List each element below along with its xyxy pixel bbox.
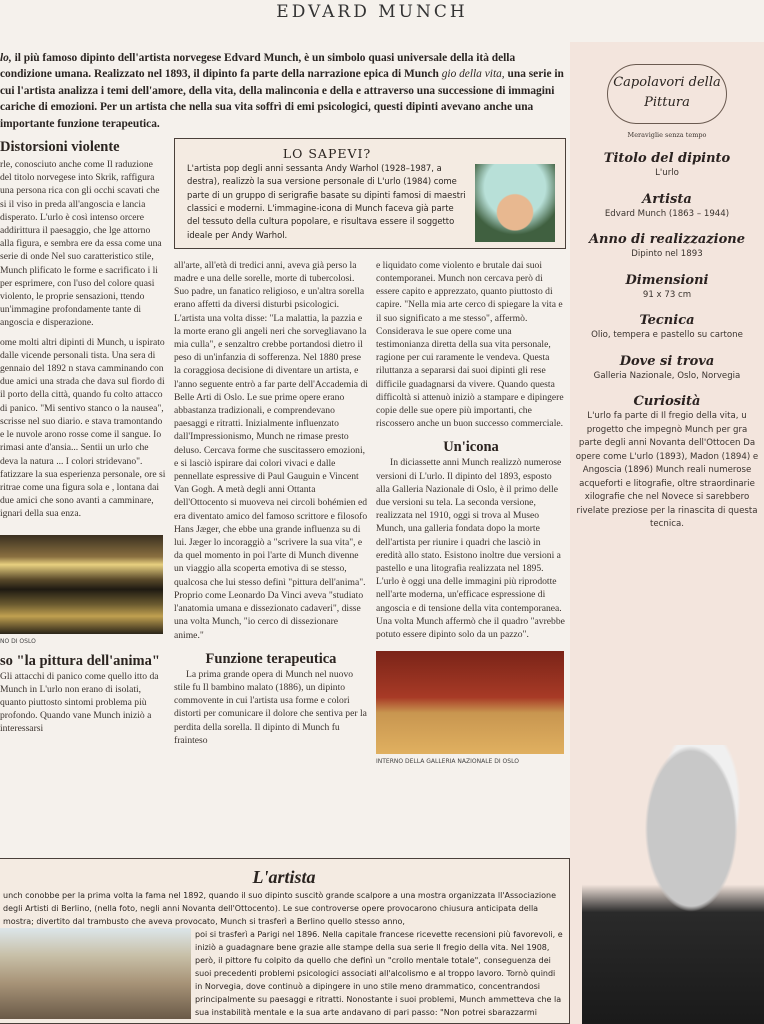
lo-sapevi-text: L'artista pop degli anni sessanta Andy Warhol (1928–1987, a destra), realizzò la sua versione personale di L'urlo (1984) come parte di un gruppo di serigrafie basate su dipinti famosi di maestri classici e moderni. L'immagine-icona di Munch faceva già parte del tessuto della cultura popolare, e risultava essere il soggetto ideale per Andy Warhol. xyxy=(187,163,466,240)
page-header-title: EDVARD MUNCH xyxy=(276,2,468,22)
distorsioni-p2: ome molti altri dipinti di Munch, u ispirato dalle vicende personali tista. Una sera di gennaio del 1892 n stava camminando con due amici una strada che dava sul fiordo di il porto della città, quando fu colto attacco di panico. "Mi sentivo stanco o la nausea", scrisse nel suo diario. e stava tramontando e le nuvole arono rosse come il sangue. Io rimasi ante d'ansia... Sentii un urlo che deva la natura ... I colori stridevano". fatizzare la sua esperienza personale, ore si ritrae come una figura sola e , lontana dai due amici che sono avanti a camminare, ignari della sua enza. xyxy=(0,336,166,520)
heading-pittura-anima: so "la pittura dell'anima" xyxy=(0,652,160,669)
artista-box xyxy=(0,858,570,1024)
lo-sapevi-content xyxy=(187,145,467,242)
heading-funzione: Funzione terapeutica xyxy=(205,650,337,667)
value-titolo: L'urlo xyxy=(655,168,679,178)
artista-lower xyxy=(0,928,569,1019)
intro-italic-2: gio della vita, xyxy=(441,68,505,81)
column-2-text: all'arte, all'età di tredici anni, aveva già perso la madre e una delle sorelle, morte di tubercolosi. Suo padre, un fanatico religioso, e un'altra sorella erano affetti da diversi disturbi psicologici. L'artista una volta disse: "La malattia, la pazzia e la morte erano gli angeli neri che sorvegliavano la mia culla", e senzaltro crebbe portandosi dietro il peso di un'infanzia di sofferenza. Nel 1880 prese la coraggiosa decisione di diventare un artista, e l'anno seguente entrò a far parte dell'Accademia di Belle Arti di Oslo. Le sue prime opere erano abbastanza tradizionali, e comprendevano paesaggi e ritratti. Inizialmente influenzato dall'Impressionismo, Munch ne rimase presto deluso. Cercava forme che suscitassero emozioni, e si lasciò ispirare dai colori vivaci e dalle pennellate espressive di Paul Gauguin e Vincent Van Gogh. A metà degli anni Ottanta dell'Ottocento si muoveva nei circoli bohémien ed era diventato amico del famoso scrittore e filosofo Hans Jæger, che ebbe una grande influenza su di lui. Jæger lo incoraggiò a "scrivere la sua vita", e da quel momento in poi l'arte di Munch divenne un viaggio alla scoperta emotiva di se stesso, qualcosa che lui stesso definì "pittura dell'anima". Proprio come Leonardo Da Vinci aveva "studiato l'anatomia umana e dissezionato cadaveri", disse una volta Munch, "io cerco di dissezionare anime." xyxy=(174,259,368,641)
value-artista: Edvard Munch (1863 – 1944) xyxy=(604,208,730,219)
lo-sapevi-heading: LO SAPEVI? xyxy=(282,146,372,162)
unicona-text: In diciassette anni Munch realizzò numerose versioni di L'urlo. Il dipinto del 1893, esposto alla Galleria Nazionale di Oslo, è il primo delle due versioni su tela. La seconda versione, realizzata nel 1910, oggi si trova al Museo Munch, una galleria fondata dopo la morte dell'artista per riunire i quadri che lasciò in eredità allo stato. Esistono inoltre due versioni a pastello e una litografia realizzata nel 1895. L'urlo è oggi una delle immagini più riprodotte nell'arte moderna, un'efficace espressione di angoscia e di tensione della vita contemporanea. Una volta Munch affermò che il quadro "avrebbe potuto essere dipinto solo da un pazzo". xyxy=(376,457,565,641)
column-2 xyxy=(174,259,368,766)
article-columns xyxy=(0,138,570,766)
intro-text: il più famoso dipinto dell'artista norvegese Edvard Munch, è un simbolo quasi universale della ità della condizione umana. Realizzato nel 1893, il dipinto fa parte della narrazione epica di Munch xyxy=(0,52,516,81)
artista-heading: L'artista xyxy=(252,867,316,887)
oslo-photo-caption: NO DI OSLO xyxy=(0,637,36,645)
value-dimensioni: 91 x 73 cm xyxy=(642,289,692,300)
column-3-text: e liquidato come violento e brutale dai suoi contemporanei. Munch non cercava però di essere capito e apprezzato, quanto piuttosto di capire. "Nella mia arte cerco di spiegare la vita e il suo significato a me stesso", affermò. Considerava le sue opere come una testimonianza diretta della sua vita personale, ragione per cui raramente le vendeva. Questa riluttanza a separarsi dai suoi dipinti gli rese difficile guadagnarsi da vivere. Quando questa difficoltà si attenuò iniziò a stampare e dipingere copie delle sue opere più importanti, che riscossero anche un buon successo commerciale. xyxy=(376,259,564,430)
main-content xyxy=(0,50,570,1024)
intro-italic: lo, xyxy=(0,52,12,64)
right-area xyxy=(174,138,566,766)
label-dimensioni: Dimensioni xyxy=(625,272,709,288)
capolavori-logo: Capolavori della Pittura xyxy=(607,64,727,124)
intro-paragraph xyxy=(0,50,565,132)
intro-text-2: una serie in cui l'artista analizza i temi dell'amore, della vita, della malinconia e della e attraverso una successione di immagini cariche di emozioni. Per un artista che nella sua vita soffrì di emi psicologici, questi dipinti avevano anche una importante funzione terapeutica. xyxy=(0,68,564,130)
label-titolo: Titolo del dipinto xyxy=(603,151,731,166)
heading-distorsioni: Distorsioni violente xyxy=(0,139,120,156)
inner-columns xyxy=(174,259,566,766)
label-dove: Dove si trova xyxy=(619,353,715,369)
label-tecnica: Tecnica xyxy=(639,313,695,328)
column-3 xyxy=(376,259,566,766)
value-curiosita: L'urlo fa parte di Il fregio della vita, u progetto che impegnò Munch per gra parte degli anni Novanta dell'Ottocen Da opere come L'urlo (1893), Madon (1894) e Angoscia (1896) Munch reali numerose acqueforti e litografie, oltre straordinarie xilografie che nel Novece si sarebbero rivelate preziose per la rinascita di questa tecnica. xyxy=(575,411,759,529)
artista-text-top: unch conobbe per la prima volta la fama nel 1892, quando il suo dipinto suscitò grande scalpore a una mostra organizzata ll'Associazione degli Artisti di Berlino, (nella foto, negli anni Novanta dell'Ottocento). Le sue controverse opere provocarono chiusura anticipata della mostra; divertito dal trambusto che aveva provocato, Munch si trasferì a Berlino quello stesso anno, xyxy=(3,891,557,926)
value-anno: Dipinto nel 1893 xyxy=(631,249,703,259)
gallery-caption: INTERNO DELLA GALLERIA NAZIONALE DI OSLO xyxy=(376,758,519,766)
tagline: Meraviglie senza tempo xyxy=(627,131,707,139)
label-anno: Anno di realizzazione xyxy=(588,232,746,247)
oslo-sunset-photo xyxy=(0,535,163,634)
heading-unicona: Un'icona xyxy=(443,439,499,456)
value-tecnica: Olio, tempera e pastello su cartone xyxy=(591,330,743,340)
left-column xyxy=(0,138,166,766)
andy-warhol-photo xyxy=(475,164,555,242)
gallery-interior-photo xyxy=(376,651,564,754)
artista-text-rest: poi si trasferì a Parigi nel 1896. Nella capitale francese ricevette recensioni più favorevoli, e iniziò a guadagnare bene grazie alle stampe della sua serie Il fregio della vita. Nel 1908, però, il pittore fu colpito da quello che definì un "crollo mentale totale", conseguenza dei suoi precedenti problemi psicologici associati all'alcolismo e al troppo lavoro. Tornò quindi in Norvegia, dove continuò a dipingere in uno stile meno drammatico, concentrandosi principalmente su paesaggi e ritratti. Nonostante i suoi problemi, Munch ammetteva che la sua instabilità mentale e la sua arte andavano di pari passo: "Non potrei sbarazzarmi xyxy=(195,930,563,1017)
berlin-exhibition-photo xyxy=(0,928,191,1019)
pittura-anima-text: Gli attacchi di panico come quello itto da Munch in L'urlo non erano di isolati, quanto piuttosto sintomi problema più profondo. Quando vane Munch iniziò a interessarsi xyxy=(0,670,159,735)
lo-sapevi-box xyxy=(174,138,566,249)
distorsioni-p1: rle, conosciuto anche come Il raduzione del titolo norvegese into Skrik, raffigura una persona rica con gli occhi scavati che si il viso in preda all'angoscia e lancia disperato. L'urlo è così intenso orcere addirittura il paesaggio, che lge attorno alla figura, e sembra ere da essa come una serie di onde Nel suo caratteristico stile, Munch plificato le forme e sacrificato i li per esprimere, con l'uso del colore quasi violento, le proprie sensazioni, ttendo un'immagine profondamente tante di angoscia e disperazione. xyxy=(0,159,162,329)
label-artista: Artista xyxy=(642,191,692,207)
value-dove: Galleria Nazionale, Oslo, Norvegia xyxy=(593,370,741,381)
munch-portrait-photo xyxy=(582,745,764,1024)
funzione-text: La prima grande opera di Munch nel nuovo stile fu Il bambino malato (1886), un dipinto commovente in cui l'artista usa forme e colori distorti per comunicare il dolore che sentiva per la perdita della sorella. Il dipinto di Munch fu frainteso xyxy=(174,668,367,746)
label-curiosita: Curiosità xyxy=(633,394,701,409)
